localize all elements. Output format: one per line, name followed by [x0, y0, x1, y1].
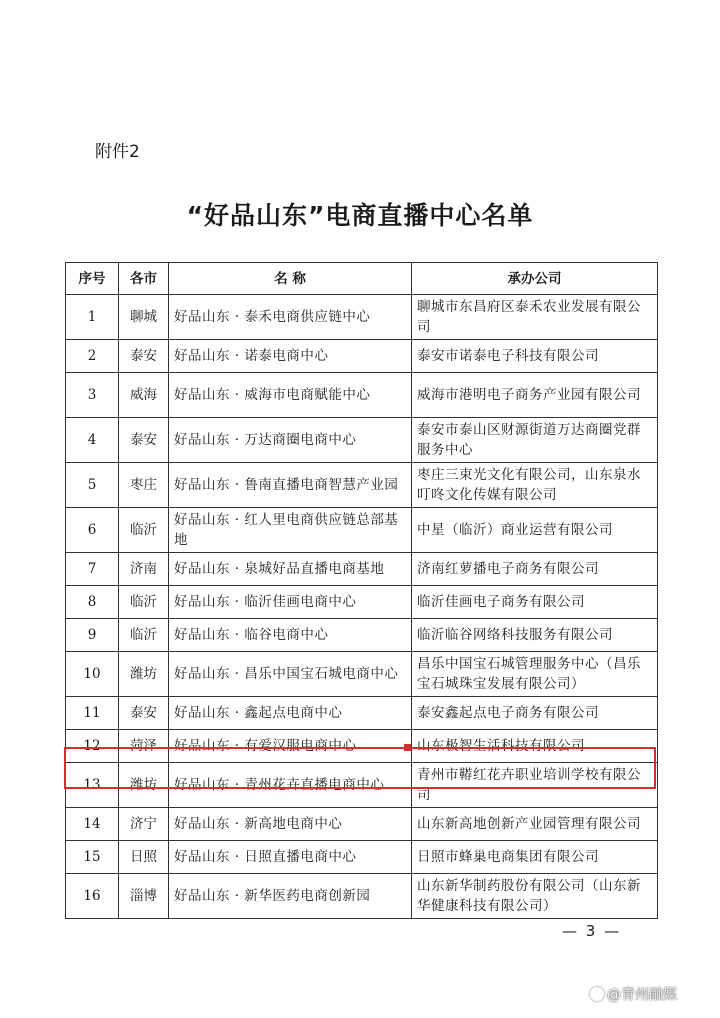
highlight-handle: [404, 744, 411, 751]
row-index: 16: [66, 874, 119, 919]
row-index: 10: [66, 652, 119, 697]
center-list-table: [65, 262, 658, 919]
row-index: 6: [66, 508, 119, 553]
table-row: [66, 586, 658, 619]
table-row: [66, 553, 658, 586]
row-city: 枣庄: [119, 463, 169, 508]
row-organizer: 青州市鞯红花卉职业培训学校有限公司: [412, 763, 658, 808]
row-index: 15: [66, 841, 119, 874]
row-city: 济宁: [119, 808, 169, 841]
row-index: 14: [66, 808, 119, 841]
row-organizer: 枣庄三束光文化有限公司，山东泉水叮咚文化传媒有限公司: [412, 463, 658, 508]
row-name: 好品山东 · 临谷电商中心: [169, 619, 412, 652]
header-name: 名 称: [169, 263, 412, 295]
row-index: 3: [66, 373, 119, 418]
table-row: [66, 508, 658, 553]
row-organizer: 泰安市泰山区财源街道万达商圈党群服务中心: [412, 418, 658, 463]
row-organizer: 山东极智生活科技有限公司: [412, 730, 658, 763]
row-organizer: 泰安市诺泰电子科技有限公司: [412, 340, 658, 373]
header-index: 序号: [66, 263, 119, 295]
table-row: [66, 730, 658, 763]
row-city: 日照: [119, 841, 169, 874]
table-row: [66, 697, 658, 730]
row-name: 好品山东 · 万达商圈电商中心: [169, 418, 412, 463]
document-title: “好品山东”电商直播中心名单: [186, 201, 534, 230]
row-city: 菏泽: [119, 730, 169, 763]
row-organizer: 临沂佳画电子商务有限公司: [412, 586, 658, 619]
watermark-logo-icon: [590, 987, 604, 1001]
table-row: [66, 340, 658, 373]
row-organizer: 山东新华制药股份有限公司（山东新华健康科技有限公司）: [412, 874, 658, 919]
row-index: 4: [66, 418, 119, 463]
row-city: 潍坊: [119, 652, 169, 697]
table-row: [66, 295, 658, 340]
watermark: [590, 984, 677, 1004]
table-row: [66, 463, 658, 508]
watermark-text: @青州融媒: [607, 987, 677, 1003]
row-index: 8: [66, 586, 119, 619]
row-name: 好品山东 · 新高地电商中心: [169, 808, 412, 841]
row-name: 好品山东 · 日照直播电商中心: [169, 841, 412, 874]
row-city: 威海: [119, 373, 169, 418]
row-name: 好品山东 · 鑫起点电商中心: [169, 697, 412, 730]
row-city: 临沂: [119, 508, 169, 553]
row-index: 7: [66, 553, 119, 586]
row-name: 好品山东 · 昌乐中国宝石城电商中心: [169, 652, 412, 697]
row-name: 好品山东 · 青州花卉直播电商中心: [169, 763, 412, 808]
table-row: [66, 841, 658, 874]
row-index: 2: [66, 340, 119, 373]
row-organizer: 泰安鑫起点电子商务有限公司: [412, 697, 658, 730]
row-name: 好品山东 · 泰禾电商供应链中心: [169, 295, 412, 340]
row-name: 好品山东 · 鲁南直播电商智慧产业园: [169, 463, 412, 508]
row-city: 聊城: [119, 295, 169, 340]
row-city: 潍坊: [119, 763, 169, 808]
row-organizer: 聊城市东昌府区泰禾农业发展有限公司: [412, 295, 658, 340]
row-name: 好品山东 · 诺泰电商中心: [169, 340, 412, 373]
row-index: 1: [66, 295, 119, 340]
row-name: 好品山东 · 新华医药电商创新园: [169, 874, 412, 919]
table-row: [66, 652, 658, 697]
row-index: 5: [66, 463, 119, 508]
table-row: [66, 874, 658, 919]
row-city: 临沂: [119, 619, 169, 652]
table-row: [66, 373, 658, 418]
attachment-label: 附件2: [95, 142, 140, 162]
row-organizer: 威海市港明电子商务产业园有限公司: [412, 373, 658, 418]
row-name: 好品山东 · 泉城好品直播电商基地: [169, 553, 412, 586]
header-organizer: 承办公司: [412, 263, 658, 295]
row-name: 好品山东 · 威海市电商赋能中心: [169, 373, 412, 418]
table-row: [66, 418, 658, 463]
row-index: 12: [66, 730, 119, 763]
row-index: 9: [66, 619, 119, 652]
header-city: 各市: [119, 263, 169, 295]
row-city: 泰安: [119, 418, 169, 463]
row-index: 11: [66, 697, 119, 730]
row-city: 淄博: [119, 874, 169, 919]
row-organizer: 山东新高地创新产业园管理有限公司: [412, 808, 658, 841]
row-organizer: 济南红萝播电子商务有限公司: [412, 553, 658, 586]
table-row: [66, 808, 658, 841]
row-index: 13: [66, 763, 119, 808]
row-name: 好品山东 · 红人里电商供应链总部基地: [169, 508, 412, 553]
row-organizer: 临沂临谷网络科技服务有限公司: [412, 619, 658, 652]
row-city: 泰安: [119, 340, 169, 373]
table-row: [66, 619, 658, 652]
row-name: 好品山东 · 临沂佳画电商中心: [169, 586, 412, 619]
row-city: 济南: [119, 553, 169, 586]
row-organizer: 日照市蜂巢电商集团有限公司: [412, 841, 658, 874]
row-city: 临沂: [119, 586, 169, 619]
row-name: 好品山东 · 有爱汉服电商中心: [169, 730, 412, 763]
row-organizer: 中星（临沂）商业运营有限公司: [412, 508, 658, 553]
table-header-row: [66, 263, 658, 295]
row-organizer: 昌乐中国宝石城管理服务中心（昌乐宝石城珠宝发展有限公司）: [412, 652, 658, 697]
table-row-highlighted: [66, 763, 658, 808]
page-number: — 3 —: [562, 922, 622, 940]
row-city: 泰安: [119, 697, 169, 730]
